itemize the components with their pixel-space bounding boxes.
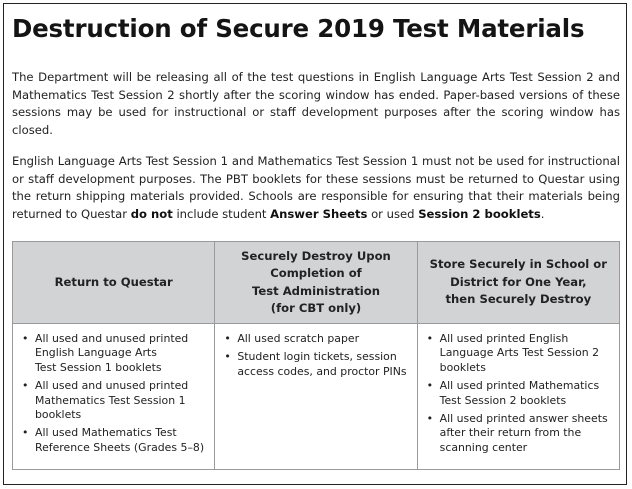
session-2-booklets-emphasis: Session 2 booklets [418, 206, 541, 221]
column-header-line: Store Securely in School or [429, 257, 607, 272]
column-header-line: District for One Year, [450, 274, 587, 289]
column-header-line: then Securely Destroy [445, 292, 592, 307]
document-frame [3, 3, 627, 485]
materials-table [12, 241, 620, 470]
bullet-icon: • [426, 332, 434, 345]
list-item-line: All used and unused printed [35, 379, 189, 393]
list-item-line: Test Session 1 booklets [35, 360, 162, 374]
bullet-icon: • [22, 332, 29, 345]
list-item [223, 350, 410, 379]
return-paragraph-text: English Language Arts Test Session 1 and Mathematics Test Session 1 must not be used for instructional or staff development purposes. The PBT booklets for these sessions must be returned to Questar using the return shipping materials provided. Schools are responsible for ensuring that their materials being returned to Questar [12, 154, 620, 221]
column-header-line: Return to Questar [54, 274, 173, 289]
list-item [426, 332, 613, 375]
materials-list [418, 324, 619, 455]
column-header-line: (for CBT only) [270, 301, 362, 315]
list-item [21, 332, 208, 375]
bullet-icon: • [426, 412, 434, 426]
bullet-icon: • [22, 426, 29, 440]
return-paragraph [12, 153, 620, 223]
column-store-securely [418, 242, 619, 469]
release-paragraph: The Department will be releasing all of the test questions in English Language Arts Test Session 2 and Mathematics Test Session 2 shortly after the scoring window has ended. Paper-based versions of these sessions may be used for instructional or staff development purposes after the scoring window has closed. [12, 70, 620, 137]
list-item-line: All used printed English [439, 332, 569, 345]
list-item-line: All used printed Mathematics [439, 379, 600, 393]
list-item-line: Test Session 2 booklets [439, 393, 567, 407]
list-item-line: Language Arts Test Session 2 [439, 346, 600, 360]
return-paragraph-text: include student [172, 206, 271, 221]
materials-list [215, 324, 416, 379]
page-title: Destruction of Secure 2019 Test Materials [12, 14, 585, 43]
list-item-line: access codes, and proctor PINs [237, 364, 407, 378]
column-header-text [241, 248, 391, 318]
column-header-line: Securely Destroy Upon [241, 248, 391, 263]
list-item [426, 379, 613, 408]
do-not-emphasis: do not [130, 206, 173, 221]
column-securely-destroy [215, 242, 417, 469]
column-header-line: Completion of [270, 266, 362, 280]
list-item-line: All used printed answer sheets [439, 412, 608, 426]
list-item-line: Mathematics Test Session 1 [35, 393, 186, 407]
list-item-line: English Language Arts [35, 346, 157, 360]
list-item [426, 412, 613, 455]
return-paragraph-text: or used [367, 206, 419, 221]
list-item-line: booklets [439, 360, 486, 374]
list-item-line: scanning center [439, 440, 528, 454]
list-item-line: All used and unused printed [35, 332, 189, 345]
list-item-line: booklets [35, 408, 82, 422]
list-item-line: All used Mathematics Test [35, 426, 177, 440]
list-item-line: Reference Sheets (Grades 5–8) [35, 440, 205, 454]
column-header-line: Test Administration [252, 283, 380, 298]
list-item [21, 379, 208, 422]
column-header-text [55, 274, 173, 292]
column-return-to-questar [13, 242, 215, 469]
list-item-line: All used scratch paper [237, 332, 360, 345]
column-header [418, 242, 619, 324]
list-item-line: after their return from the [439, 426, 582, 440]
answer-sheets-emphasis: Answer Sheets [270, 206, 368, 221]
bullet-icon: • [224, 332, 231, 345]
bullet-icon: • [426, 379, 434, 393]
materials-list [13, 324, 214, 455]
list-item [21, 426, 208, 455]
column-header-text [430, 256, 607, 309]
column-header [215, 242, 416, 324]
bullet-icon: • [224, 350, 231, 364]
list-item [223, 332, 410, 346]
list-item-line: Student login tickets, session [237, 350, 397, 364]
column-header [13, 242, 214, 324]
return-paragraph-text: . [540, 206, 545, 221]
bullet-icon: • [22, 379, 29, 393]
